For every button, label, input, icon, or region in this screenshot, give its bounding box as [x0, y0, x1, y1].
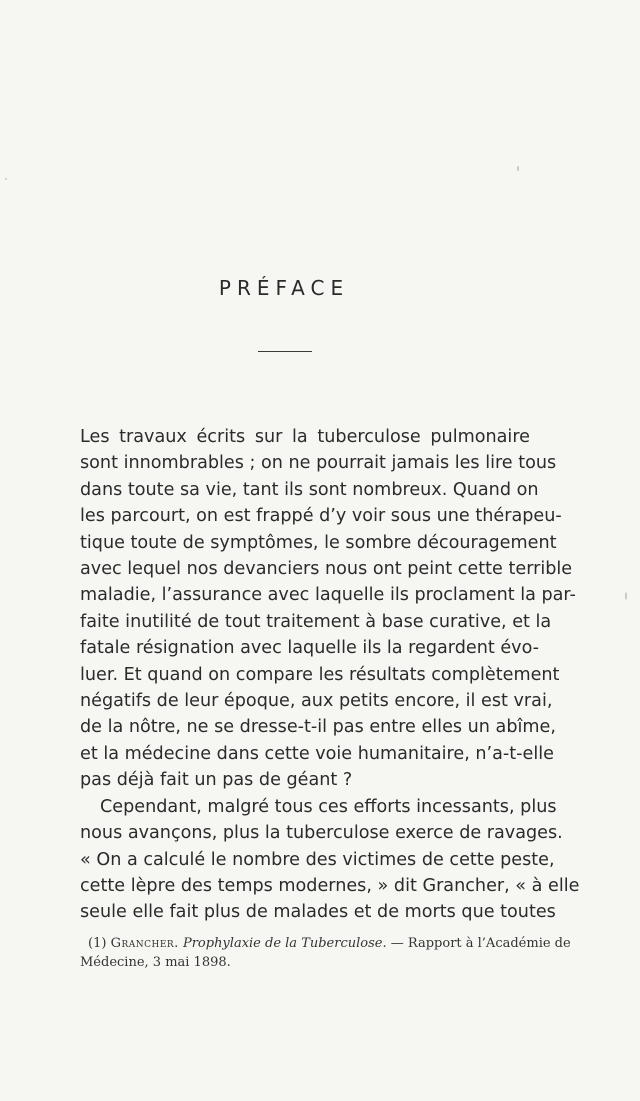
footnote: [80, 934, 571, 972]
text-line: et la médecine dans cette voie humanitaire, n’a-t-elle: [80, 743, 554, 764]
text-line: négatifs de leur époque, aux petits encore, il est vrai,: [80, 691, 553, 712]
text-line: dans toute sa vie, tant ils sont nombreux. Quand on: [80, 479, 539, 500]
text-line: sont innombrables ; on ne pourrait jamais les lire tous: [80, 453, 557, 474]
text-line: Les travaux écrits sur la tuberculose pulmonaire: [80, 427, 530, 447]
text-line: faite inutilité de tout traitement à base curative, et la: [80, 611, 552, 632]
text-line: nous avançons, plus la tuberculose exerce de ravages.: [80, 823, 563, 844]
text-line: avec lequel nos devanciers nous ont peint cette terrible: [80, 559, 573, 580]
text-line: « On a calculé le nombre des victimes de cette peste,: [80, 849, 555, 870]
text-line: cette lèpre des temps modernes, » dit Grancher, « à elle: [80, 875, 580, 896]
text-line: Cependant, malgré tous ces efforts incessants, plus: [100, 796, 557, 817]
text-line: seule elle fait plus de malades et de morts que toutes: [80, 902, 556, 923]
footnote-author: Grancher.: [110, 936, 179, 951]
paper-speck: [625, 592, 627, 600]
preface-text: [80, 424, 580, 926]
footnote-line: Médecine, 3 mai 1898.: [80, 955, 231, 970]
text-line: luer. Et quand on compare les résultats complètement: [80, 664, 560, 685]
text-line: maladie, l’assurance avec laquelle ils proclament la par-: [80, 585, 576, 606]
text-line: fatale résignation avec laquelle ils la regardent évo-: [80, 638, 540, 659]
page-title: PRÉFACE: [218, 276, 350, 300]
text-line: tique toute de symptômes, le sombre découragement: [80, 532, 557, 553]
title-divider: [258, 351, 312, 352]
text-line: pas déjà fait un pas de géant ?: [80, 770, 353, 791]
footnote-work: Prophylaxie de la Tuberculose.: [182, 936, 387, 951]
footnote-reference: — Rapport à l’Académie de: [390, 936, 571, 951]
footnote-line: [80, 934, 571, 953]
paper-speck: [5, 178, 7, 180]
text-line: les parcourt, on est frappé d’y voir sous une thérapeu-: [80, 506, 562, 527]
footnote-number: (1): [88, 936, 107, 951]
text-line: de la nôtre, ne se dresse-t-il pas entre elles un abîme,: [80, 717, 556, 738]
paper-speck: [517, 166, 519, 171]
